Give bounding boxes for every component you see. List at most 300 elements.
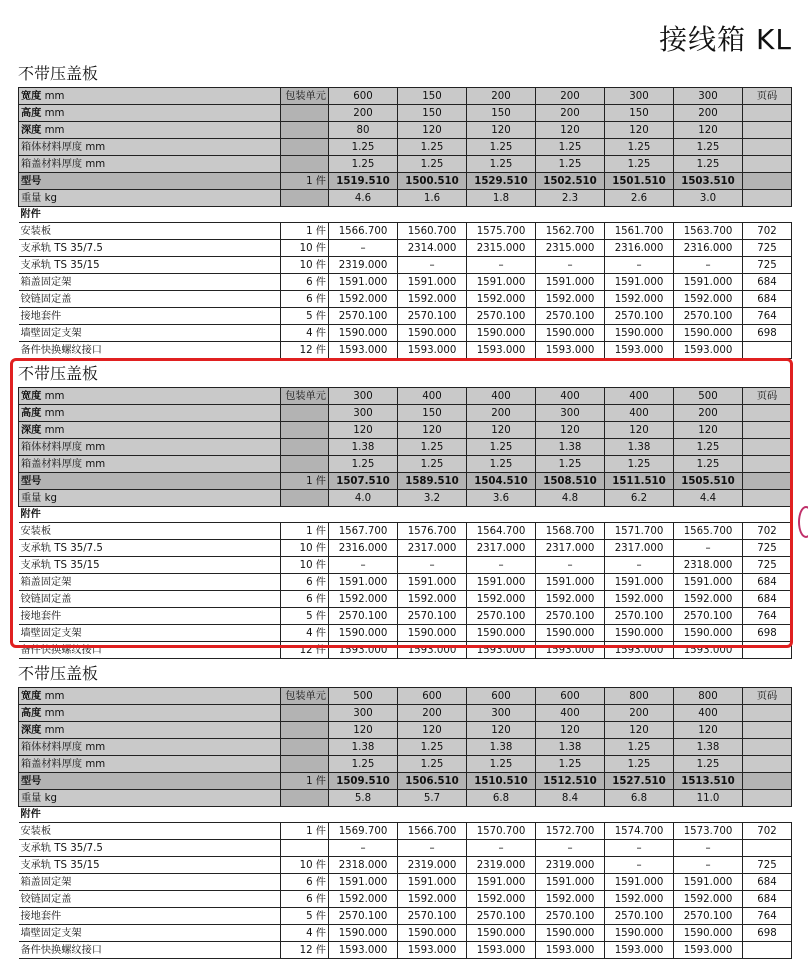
accessory-part-number: –	[536, 557, 605, 574]
accessory-pkg: 12 件	[281, 342, 329, 359]
spec-row	[19, 405, 792, 422]
accessory-part-number: 1592.000	[329, 291, 398, 308]
spec-label-bold: 宽度	[21, 390, 42, 402]
spec-table	[18, 687, 792, 959]
spec-value: 150	[398, 405, 467, 422]
model-row	[19, 173, 792, 190]
accessory-row	[19, 540, 792, 557]
accessory-part-number: 1593.000	[467, 942, 536, 959]
spec-value: 1.25	[398, 139, 467, 156]
accessory-part-number: 1593.000	[329, 942, 398, 959]
accessory-pkg: 12 件	[281, 942, 329, 959]
accessory-part-number: 1590.000	[467, 925, 536, 942]
accessory-pkg: 6 件	[281, 891, 329, 908]
spec-row	[19, 139, 792, 156]
spec-value: 1.25	[467, 156, 536, 173]
accessory-row	[19, 908, 792, 925]
accessory-part-number: 1593.000	[536, 342, 605, 359]
spec-row	[19, 705, 792, 722]
accessory-part-number: 1591.000	[467, 874, 536, 891]
page-cell	[743, 473, 792, 490]
spec-value: 1.25	[536, 756, 605, 773]
accessory-pkg: 4 件	[281, 925, 329, 942]
page-cell	[743, 173, 792, 190]
accessory-part-number: 1590.000	[674, 325, 743, 342]
spec-value: 600	[398, 688, 467, 705]
accessory-row	[19, 925, 792, 942]
accessory-part-number: 1569.700	[329, 823, 398, 840]
spec-value: 500	[674, 388, 743, 405]
spec-value: 1.25	[674, 456, 743, 473]
section-title: 不带压盖板	[18, 64, 99, 83]
accessory-label: 箱盖固定架	[19, 874, 281, 891]
accessory-part-number: 2316.000	[674, 240, 743, 257]
model-label: 型号	[19, 173, 281, 190]
spec-label	[19, 739, 281, 756]
page-cell	[743, 739, 792, 756]
accessory-page: 764	[743, 308, 792, 325]
model-label: 型号	[19, 473, 281, 490]
model-number: 1589.510	[398, 473, 467, 490]
accessory-part-number: 1592.000	[467, 291, 536, 308]
product-section-3	[18, 664, 790, 959]
accessory-part-number: 1567.700	[329, 523, 398, 540]
accessory-row	[19, 325, 792, 342]
spec-value: 300	[674, 88, 743, 105]
pkg-unit-cell	[281, 705, 329, 722]
accessory-page: 764	[743, 908, 792, 925]
spec-label-bold: 深度	[21, 724, 42, 736]
accessory-page: 702	[743, 223, 792, 240]
weight-value: 8.4	[536, 790, 605, 807]
accessory-part-number: 1591.000	[467, 574, 536, 591]
model-number: 1504.510	[467, 473, 536, 490]
accessory-part-number: 1564.700	[467, 523, 536, 540]
weight-value: 4.0	[329, 490, 398, 507]
spec-value: 600	[536, 688, 605, 705]
spec-value: 1.25	[536, 139, 605, 156]
accessory-part-number: 1593.000	[398, 342, 467, 359]
accessory-part-number: 1563.700	[674, 223, 743, 240]
accessory-part-number: 2315.000	[467, 240, 536, 257]
accessory-part-number: 1591.000	[605, 874, 674, 891]
section-title: 不带压盖板	[18, 364, 99, 383]
spec-value: 1.38	[329, 439, 398, 456]
accessory-label: 墙壁固定支架	[19, 625, 281, 642]
spec-value: 200	[536, 105, 605, 122]
spec-row	[19, 156, 792, 173]
accessory-row	[19, 342, 792, 359]
model-number: 1509.510	[329, 773, 398, 790]
spec-value: 120	[329, 422, 398, 439]
weight-value: 2.3	[536, 190, 605, 207]
accessory-part-number: 2314.000	[398, 240, 467, 257]
spec-value: 120	[674, 122, 743, 139]
accessory-part-number: 1590.000	[398, 325, 467, 342]
accessory-page: 725	[743, 557, 792, 574]
spec-table	[18, 387, 792, 659]
accessory-pkg: 10 件	[281, 857, 329, 874]
weight-label: 重量 kg	[19, 190, 281, 207]
spec-row	[19, 439, 792, 456]
spec-value: 120	[467, 422, 536, 439]
accessory-label: 箱盖固定架	[19, 274, 281, 291]
accessory-part-number: 2319.000	[467, 857, 536, 874]
model-row	[19, 473, 792, 490]
model-number: 1510.510	[467, 773, 536, 790]
pkg-unit-header: 包装单元	[281, 388, 329, 405]
spec-label-unit: mm	[41, 424, 65, 436]
accessory-part-number: 1593.000	[536, 942, 605, 959]
accessory-pkg: 5 件	[281, 608, 329, 625]
spec-value: 200	[398, 705, 467, 722]
page-cell	[743, 773, 792, 790]
spec-row	[19, 122, 792, 139]
pkg-unit-cell	[281, 139, 329, 156]
accessory-row	[19, 223, 792, 240]
accessory-part-number: –	[674, 540, 743, 557]
spec-value: 600	[329, 88, 398, 105]
spec-value: 200	[605, 705, 674, 722]
accessory-row	[19, 840, 792, 857]
accessory-row	[19, 274, 792, 291]
accessory-part-number: –	[674, 857, 743, 874]
spec-value: 120	[605, 122, 674, 139]
spec-value: 150	[398, 105, 467, 122]
page-title: 接线箱 KL	[659, 23, 792, 56]
page-header: 页码	[743, 88, 792, 105]
page-cell	[743, 456, 792, 473]
accessory-part-number: 2315.000	[536, 240, 605, 257]
accessory-page	[743, 342, 792, 359]
pkg-unit-cell	[281, 739, 329, 756]
weight-row	[19, 190, 792, 207]
spec-label-bold: 高度	[21, 107, 42, 119]
spec-value: 300	[605, 88, 674, 105]
page-cell	[743, 722, 792, 739]
spec-value: 200	[536, 88, 605, 105]
accessory-part-number: 2317.000	[605, 540, 674, 557]
accessory-part-number: 2318.000	[674, 557, 743, 574]
spec-label	[19, 156, 281, 173]
accessory-part-number: 1565.700	[674, 523, 743, 540]
model-number: 1505.510	[674, 473, 743, 490]
spec-value: 800	[674, 688, 743, 705]
page-cell	[743, 105, 792, 122]
spec-value: 1.25	[536, 456, 605, 473]
spec-value: 120	[536, 122, 605, 139]
accessory-part-number: 1593.000	[674, 942, 743, 959]
accessory-page	[743, 840, 792, 857]
pkg-unit-cell	[281, 190, 329, 207]
accessory-part-number: 1591.000	[674, 274, 743, 291]
accessory-part-number: 1592.000	[329, 591, 398, 608]
accessory-label: 支承轨 TS 35/15	[19, 557, 281, 574]
spec-value: 1.25	[674, 439, 743, 456]
page-cell	[743, 190, 792, 207]
accessories-title: 附件	[19, 207, 792, 223]
spec-label	[19, 722, 281, 739]
accessory-pkg	[281, 840, 329, 857]
accessory-label: 铰链固定盖	[19, 891, 281, 908]
accessory-part-number: 1591.000	[605, 274, 674, 291]
spec-value: 200	[467, 405, 536, 422]
accessory-pkg: 5 件	[281, 908, 329, 925]
page-header: 页码	[743, 688, 792, 705]
accessory-part-number: 1590.000	[398, 625, 467, 642]
accessory-part-number: 2570.100	[329, 908, 398, 925]
accessory-part-number: –	[605, 257, 674, 274]
accessory-part-number: 1591.000	[329, 274, 398, 291]
spec-label	[19, 388, 281, 405]
accessory-part-number: 1575.700	[467, 223, 536, 240]
accessory-part-number: 2318.000	[329, 857, 398, 874]
model-number: 1503.510	[674, 173, 743, 190]
accessory-part-number: –	[674, 257, 743, 274]
spec-label	[19, 705, 281, 722]
spec-label	[19, 456, 281, 473]
page-cell	[743, 439, 792, 456]
weight-value: 4.6	[329, 190, 398, 207]
spec-label-unit: mm	[41, 707, 65, 719]
page-cell	[743, 422, 792, 439]
model-number: 1512.510	[536, 773, 605, 790]
accessory-label: 安装板	[19, 223, 281, 240]
accessory-part-number: –	[329, 840, 398, 857]
accessory-part-number: 1591.000	[467, 274, 536, 291]
accessory-part-number: 1593.000	[605, 342, 674, 359]
pkg-unit-cell	[281, 756, 329, 773]
accessories-title: 附件	[19, 507, 792, 523]
accessory-part-number: 1590.000	[536, 325, 605, 342]
accessory-label: 支承轨 TS 35/15	[19, 857, 281, 874]
spec-value: 1.38	[467, 739, 536, 756]
accessory-part-number: 1592.000	[536, 591, 605, 608]
accessory-part-number: 1590.000	[605, 325, 674, 342]
weight-value: 5.8	[329, 790, 398, 807]
weight-row	[19, 790, 792, 807]
spec-value: 400	[674, 705, 743, 722]
accessory-page: 725	[743, 540, 792, 557]
accessory-part-number: 2570.100	[467, 908, 536, 925]
accessory-part-number: 1590.000	[674, 925, 743, 942]
accessory-part-number: 1593.000	[674, 342, 743, 359]
accessory-row	[19, 308, 792, 325]
spec-label-unit: mm	[41, 690, 65, 702]
accessory-part-number: 1593.000	[674, 642, 743, 659]
accessory-label: 接地套件	[19, 908, 281, 925]
spec-value: 120	[398, 122, 467, 139]
accessory-page: 684	[743, 874, 792, 891]
spec-value: 300	[329, 405, 398, 422]
accessory-label: 铰链固定盖	[19, 291, 281, 308]
model-number: 1513.510	[674, 773, 743, 790]
accessory-page: 725	[743, 240, 792, 257]
spec-value: 1.25	[398, 439, 467, 456]
spec-value: 1.25	[398, 156, 467, 173]
spec-value: 1.25	[674, 139, 743, 156]
spec-value: 400	[605, 388, 674, 405]
page-cell	[743, 790, 792, 807]
accessory-part-number: 2316.000	[605, 240, 674, 257]
spec-value: 150	[467, 105, 536, 122]
spec-label-unit: 箱盖材料厚度 mm	[21, 758, 106, 770]
section-title: 不带压盖板	[18, 664, 99, 683]
model-number: 1507.510	[329, 473, 398, 490]
spec-value: 1.25	[605, 739, 674, 756]
accessory-part-number: 1592.000	[398, 891, 467, 908]
model-pkg: 1 件	[281, 473, 329, 490]
pkg-unit-cell	[281, 156, 329, 173]
accessory-pkg: 12 件	[281, 642, 329, 659]
pkg-unit-cell	[281, 422, 329, 439]
accessory-label: 箱盖固定架	[19, 574, 281, 591]
spec-label	[19, 405, 281, 422]
spec-label-unit: 箱体材料厚度 mm	[21, 741, 106, 753]
model-number: 1506.510	[398, 773, 467, 790]
accessory-row	[19, 291, 792, 308]
spec-value: 1.25	[398, 456, 467, 473]
accessory-part-number: 1590.000	[605, 925, 674, 942]
weight-value: 1.8	[467, 190, 536, 207]
accessory-part-number: 1590.000	[329, 625, 398, 642]
accessory-part-number: 1568.700	[536, 523, 605, 540]
spec-value: 1.25	[398, 739, 467, 756]
accessory-pkg: 10 件	[281, 540, 329, 557]
accessory-page: 684	[743, 591, 792, 608]
accessories-header-row	[19, 207, 792, 223]
spec-value: 1.38	[605, 439, 674, 456]
page-cell	[743, 705, 792, 722]
spec-row	[19, 756, 792, 773]
pkg-unit-cell	[281, 790, 329, 807]
accessory-part-number: 1591.000	[398, 274, 467, 291]
accessory-pkg: 6 件	[281, 874, 329, 891]
spec-row	[19, 456, 792, 473]
spec-value: 1.25	[467, 139, 536, 156]
accessory-page: 698	[743, 925, 792, 942]
accessory-part-number: 2570.100	[605, 308, 674, 325]
accessory-row	[19, 608, 792, 625]
weight-value: 11.0	[674, 790, 743, 807]
spec-value: 120	[605, 422, 674, 439]
accessory-pkg: 5 件	[281, 308, 329, 325]
accessory-part-number: 1590.000	[605, 625, 674, 642]
spec-value: 1.38	[536, 439, 605, 456]
accessory-part-number: 1590.000	[536, 625, 605, 642]
accessory-pkg: 6 件	[281, 274, 329, 291]
weight-value: 1.6	[398, 190, 467, 207]
model-number: 1502.510	[536, 173, 605, 190]
accessory-part-number: 1591.000	[536, 274, 605, 291]
edge-cursor-mark	[798, 506, 808, 538]
accessory-part-number: 2570.100	[467, 608, 536, 625]
accessory-part-number: 1593.000	[398, 642, 467, 659]
accessory-part-number: 1566.700	[398, 823, 467, 840]
spec-value: 1.25	[605, 456, 674, 473]
spec-label	[19, 122, 281, 139]
spec-value: 1.25	[674, 756, 743, 773]
accessory-pkg: 6 件	[281, 591, 329, 608]
spec-value: 400	[467, 388, 536, 405]
spec-value: 1.25	[329, 456, 398, 473]
accessory-label: 墙壁固定支架	[19, 925, 281, 942]
weight-value: 4.8	[536, 490, 605, 507]
accessory-part-number: 1591.000	[536, 574, 605, 591]
accessory-page: 698	[743, 325, 792, 342]
accessory-label: 支承轨 TS 35/7.5	[19, 840, 281, 857]
model-number: 1527.510	[605, 773, 674, 790]
spec-label-unit: mm	[41, 724, 65, 736]
spec-value: 200	[467, 88, 536, 105]
accessory-part-number: 1592.000	[398, 291, 467, 308]
weight-value: 2.6	[605, 190, 674, 207]
spec-label-unit: mm	[41, 407, 65, 419]
accessory-part-number: 2317.000	[467, 540, 536, 557]
pkg-unit-cell	[281, 490, 329, 507]
page-cell	[743, 122, 792, 139]
spec-label	[19, 88, 281, 105]
accessory-part-number: 1591.000	[398, 574, 467, 591]
spec-value: 300	[467, 705, 536, 722]
accessory-pkg: 10 件	[281, 557, 329, 574]
spec-row	[19, 688, 792, 705]
spec-value: 150	[398, 88, 467, 105]
accessory-page: 702	[743, 523, 792, 540]
accessory-part-number: 1592.000	[605, 591, 674, 608]
accessory-part-number: 1574.700	[605, 823, 674, 840]
spec-label	[19, 105, 281, 122]
accessory-pkg: 6 件	[281, 291, 329, 308]
model-pkg: 1 件	[281, 773, 329, 790]
accessory-part-number: 2570.100	[605, 608, 674, 625]
page-cell	[743, 139, 792, 156]
weight-value: 6.8	[605, 790, 674, 807]
accessory-part-number: 1592.000	[674, 591, 743, 608]
accessory-page: 684	[743, 274, 792, 291]
accessory-part-number: 1571.700	[605, 523, 674, 540]
accessory-part-number: 1592.000	[467, 591, 536, 608]
model-number: 1519.510	[329, 173, 398, 190]
spec-value: 800	[605, 688, 674, 705]
accessory-part-number: 2570.100	[329, 308, 398, 325]
accessory-label: 备件快换螺纹接口	[19, 642, 281, 659]
weight-value: 3.6	[467, 490, 536, 507]
accessory-part-number: 2570.100	[674, 308, 743, 325]
spec-value: 1.25	[605, 156, 674, 173]
accessory-part-number: 2570.100	[398, 608, 467, 625]
accessory-part-number: –	[329, 557, 398, 574]
model-row	[19, 773, 792, 790]
spec-row	[19, 388, 792, 405]
product-section-2	[18, 364, 790, 659]
pkg-unit-cell	[281, 405, 329, 422]
accessory-page	[743, 942, 792, 959]
spec-value: 1.25	[329, 139, 398, 156]
spec-value: 120	[467, 722, 536, 739]
accessory-page: 684	[743, 574, 792, 591]
product-section-1	[18, 64, 790, 359]
pkg-unit-cell	[281, 439, 329, 456]
accessory-page: 725	[743, 257, 792, 274]
spec-label-unit: 箱体材料厚度 mm	[21, 141, 106, 153]
spec-value: 1.25	[536, 156, 605, 173]
accessory-part-number: 2570.100	[329, 608, 398, 625]
accessory-part-number: –	[467, 840, 536, 857]
accessories-title: 附件	[19, 807, 792, 823]
page-cell	[743, 490, 792, 507]
accessory-part-number: 1590.000	[467, 325, 536, 342]
